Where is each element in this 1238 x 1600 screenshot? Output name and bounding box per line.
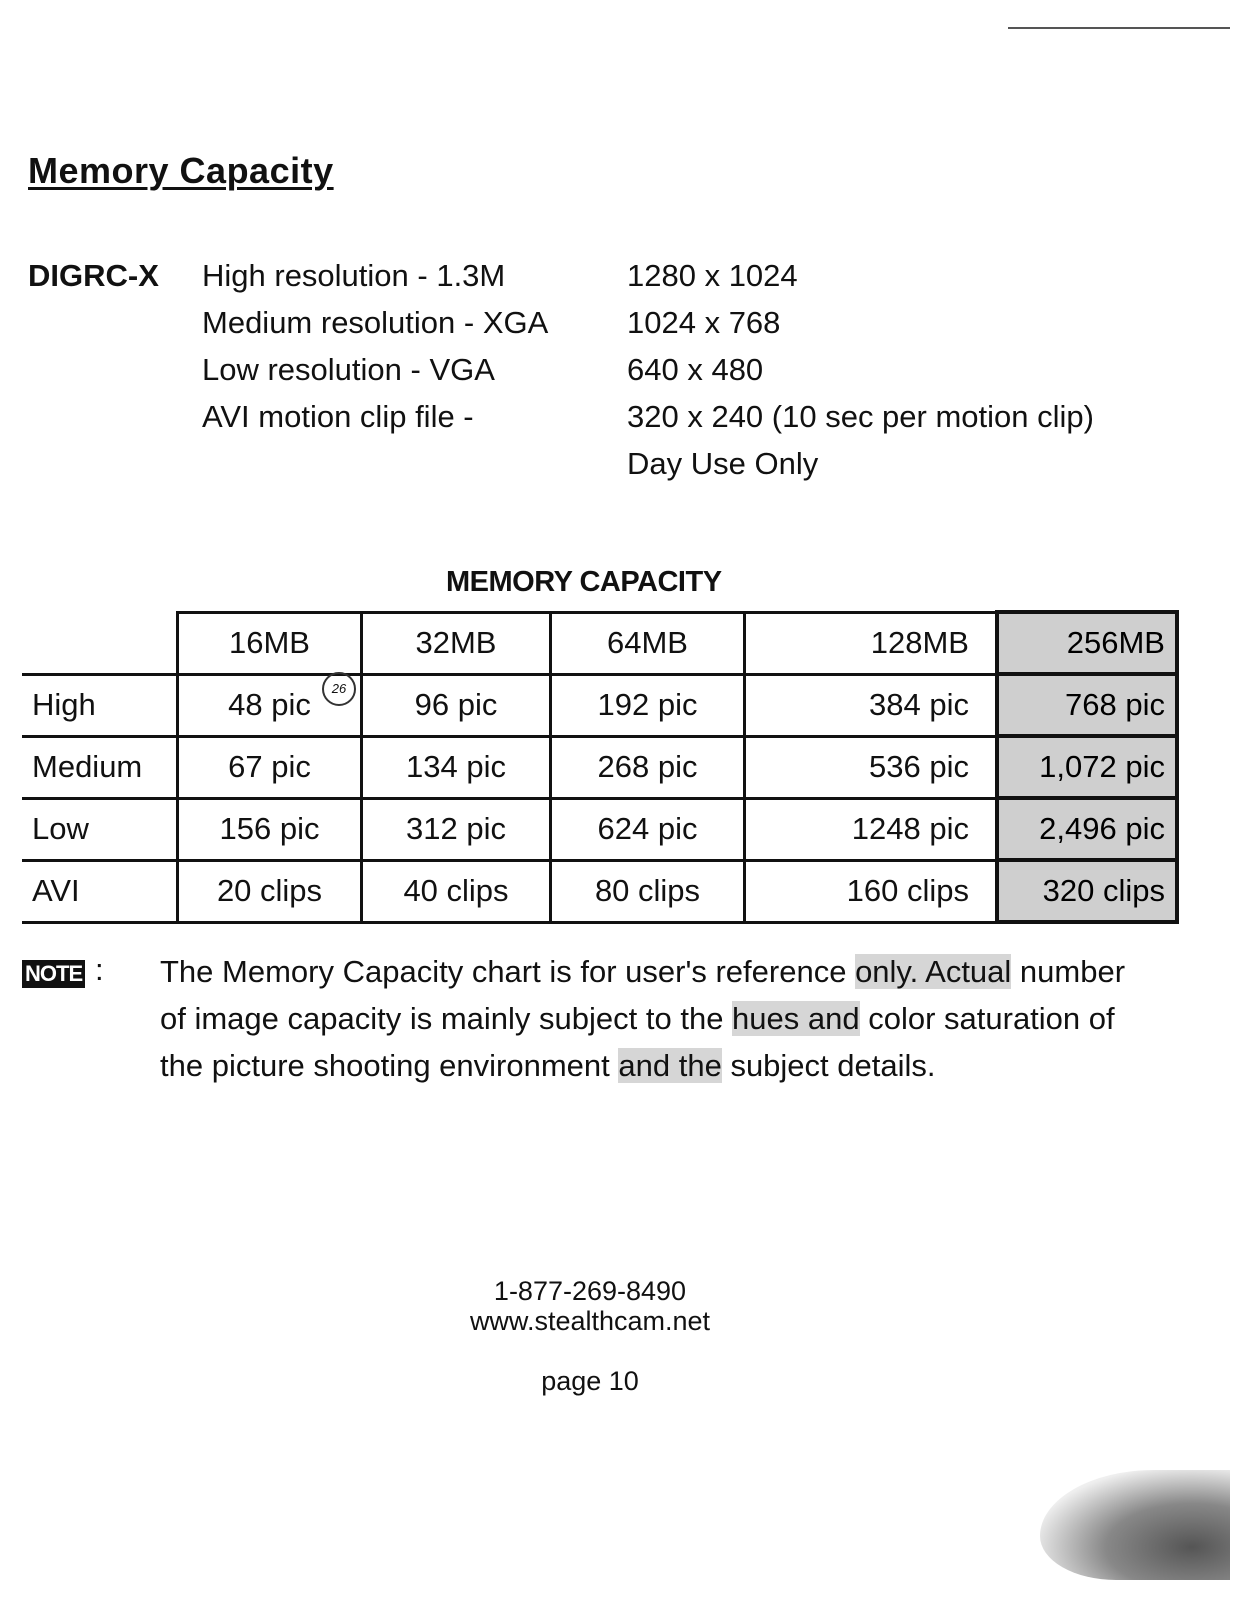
spec-label-high: High resolution - 1.3M (202, 258, 506, 293)
table-cell: 80 clips (551, 860, 745, 922)
table-row (22, 736, 1177, 798)
table-cell: 40 clips (362, 860, 551, 922)
table-cell: 768 pic (997, 674, 1177, 736)
column-header: 256MB (997, 612, 1177, 674)
table-cell: 192 pic (551, 674, 745, 736)
table-cell: 2,496 pic (997, 798, 1177, 860)
note-text-part: hues and (732, 1001, 860, 1036)
table-row (22, 674, 1177, 736)
spec-label-medium: Medium resolution - XGA (202, 305, 549, 340)
table-row (22, 860, 1177, 922)
spec-value-medium: 1024 x 768 (627, 305, 781, 340)
spec-label-low: Low resolution - VGA (202, 352, 495, 387)
table-cell: 67 pic (178, 736, 362, 798)
table-row (22, 798, 1177, 860)
spec-label-avi: AVI motion clip file - (202, 399, 474, 434)
spec-value-avi: 320 x 240 (10 sec per motion clip) (627, 399, 1094, 434)
top-rule (1008, 27, 1230, 29)
handwritten-initials: 26 (322, 672, 356, 706)
note-colon: : (95, 952, 104, 987)
note-text-part: subject details. (721, 1048, 936, 1083)
footer-website: www.stealthcam.net (469, 1306, 711, 1336)
table-cell: 48 pic (178, 674, 362, 736)
row-label: AVI (22, 860, 178, 922)
spec-value-low: 640 x 480 (627, 352, 764, 387)
table-corner-cell (22, 612, 178, 674)
footer-phone: 1-877-269-8490 (493, 1276, 687, 1306)
table-cell: 1,072 pic (997, 736, 1177, 798)
note-badge: NOTE (22, 960, 85, 988)
table-cell: 156 pic (178, 798, 362, 860)
page-number: page 10 (541, 1366, 639, 1396)
table-caption: MEMORY CAPACITY (446, 566, 722, 598)
note-text-part: and the (618, 1048, 722, 1083)
row-label: Low (22, 798, 178, 860)
note-text (160, 948, 1150, 1089)
note-text-part: The Memory Capacity chart is for user's reference (160, 954, 856, 989)
column-header: 64MB (551, 612, 745, 674)
table-header-row (22, 612, 1177, 674)
table-cell: 1248 pic (745, 798, 998, 860)
note-text-part: color saturation of the picture shooting environment (160, 1001, 1115, 1083)
memory-capacity-table (22, 610, 1179, 924)
note-text-part: only. Actual (855, 954, 1012, 989)
table-cell: 624 pic (551, 798, 745, 860)
page-title: Memory Capacity (28, 150, 334, 191)
note-text-part: number of image capacity is mainly subject to the (160, 954, 1126, 1036)
column-header: 128MB (745, 612, 998, 674)
column-header: 32MB (362, 612, 551, 674)
table-cell: 160 clips (745, 860, 998, 922)
spec-value-day-use: Day Use Only (627, 446, 819, 481)
table-cell: 134 pic (362, 736, 551, 798)
table-cell: 384 pic (745, 674, 998, 736)
table-cell: 312 pic (362, 798, 551, 860)
table-cell: 96 pic (362, 674, 551, 736)
column-header: 16MB (178, 612, 362, 674)
model-name: DIGRC-X (28, 258, 159, 293)
table-cell: 268 pic (551, 736, 745, 798)
spec-value-high: 1280 x 1024 (627, 258, 798, 293)
row-label: High (22, 674, 178, 736)
table-cell: 320 clips (997, 860, 1177, 922)
scan-smudge (1040, 1470, 1230, 1580)
table-cell: 20 clips (178, 860, 362, 922)
row-label: Medium (22, 736, 178, 798)
table-cell: 536 pic (745, 736, 998, 798)
